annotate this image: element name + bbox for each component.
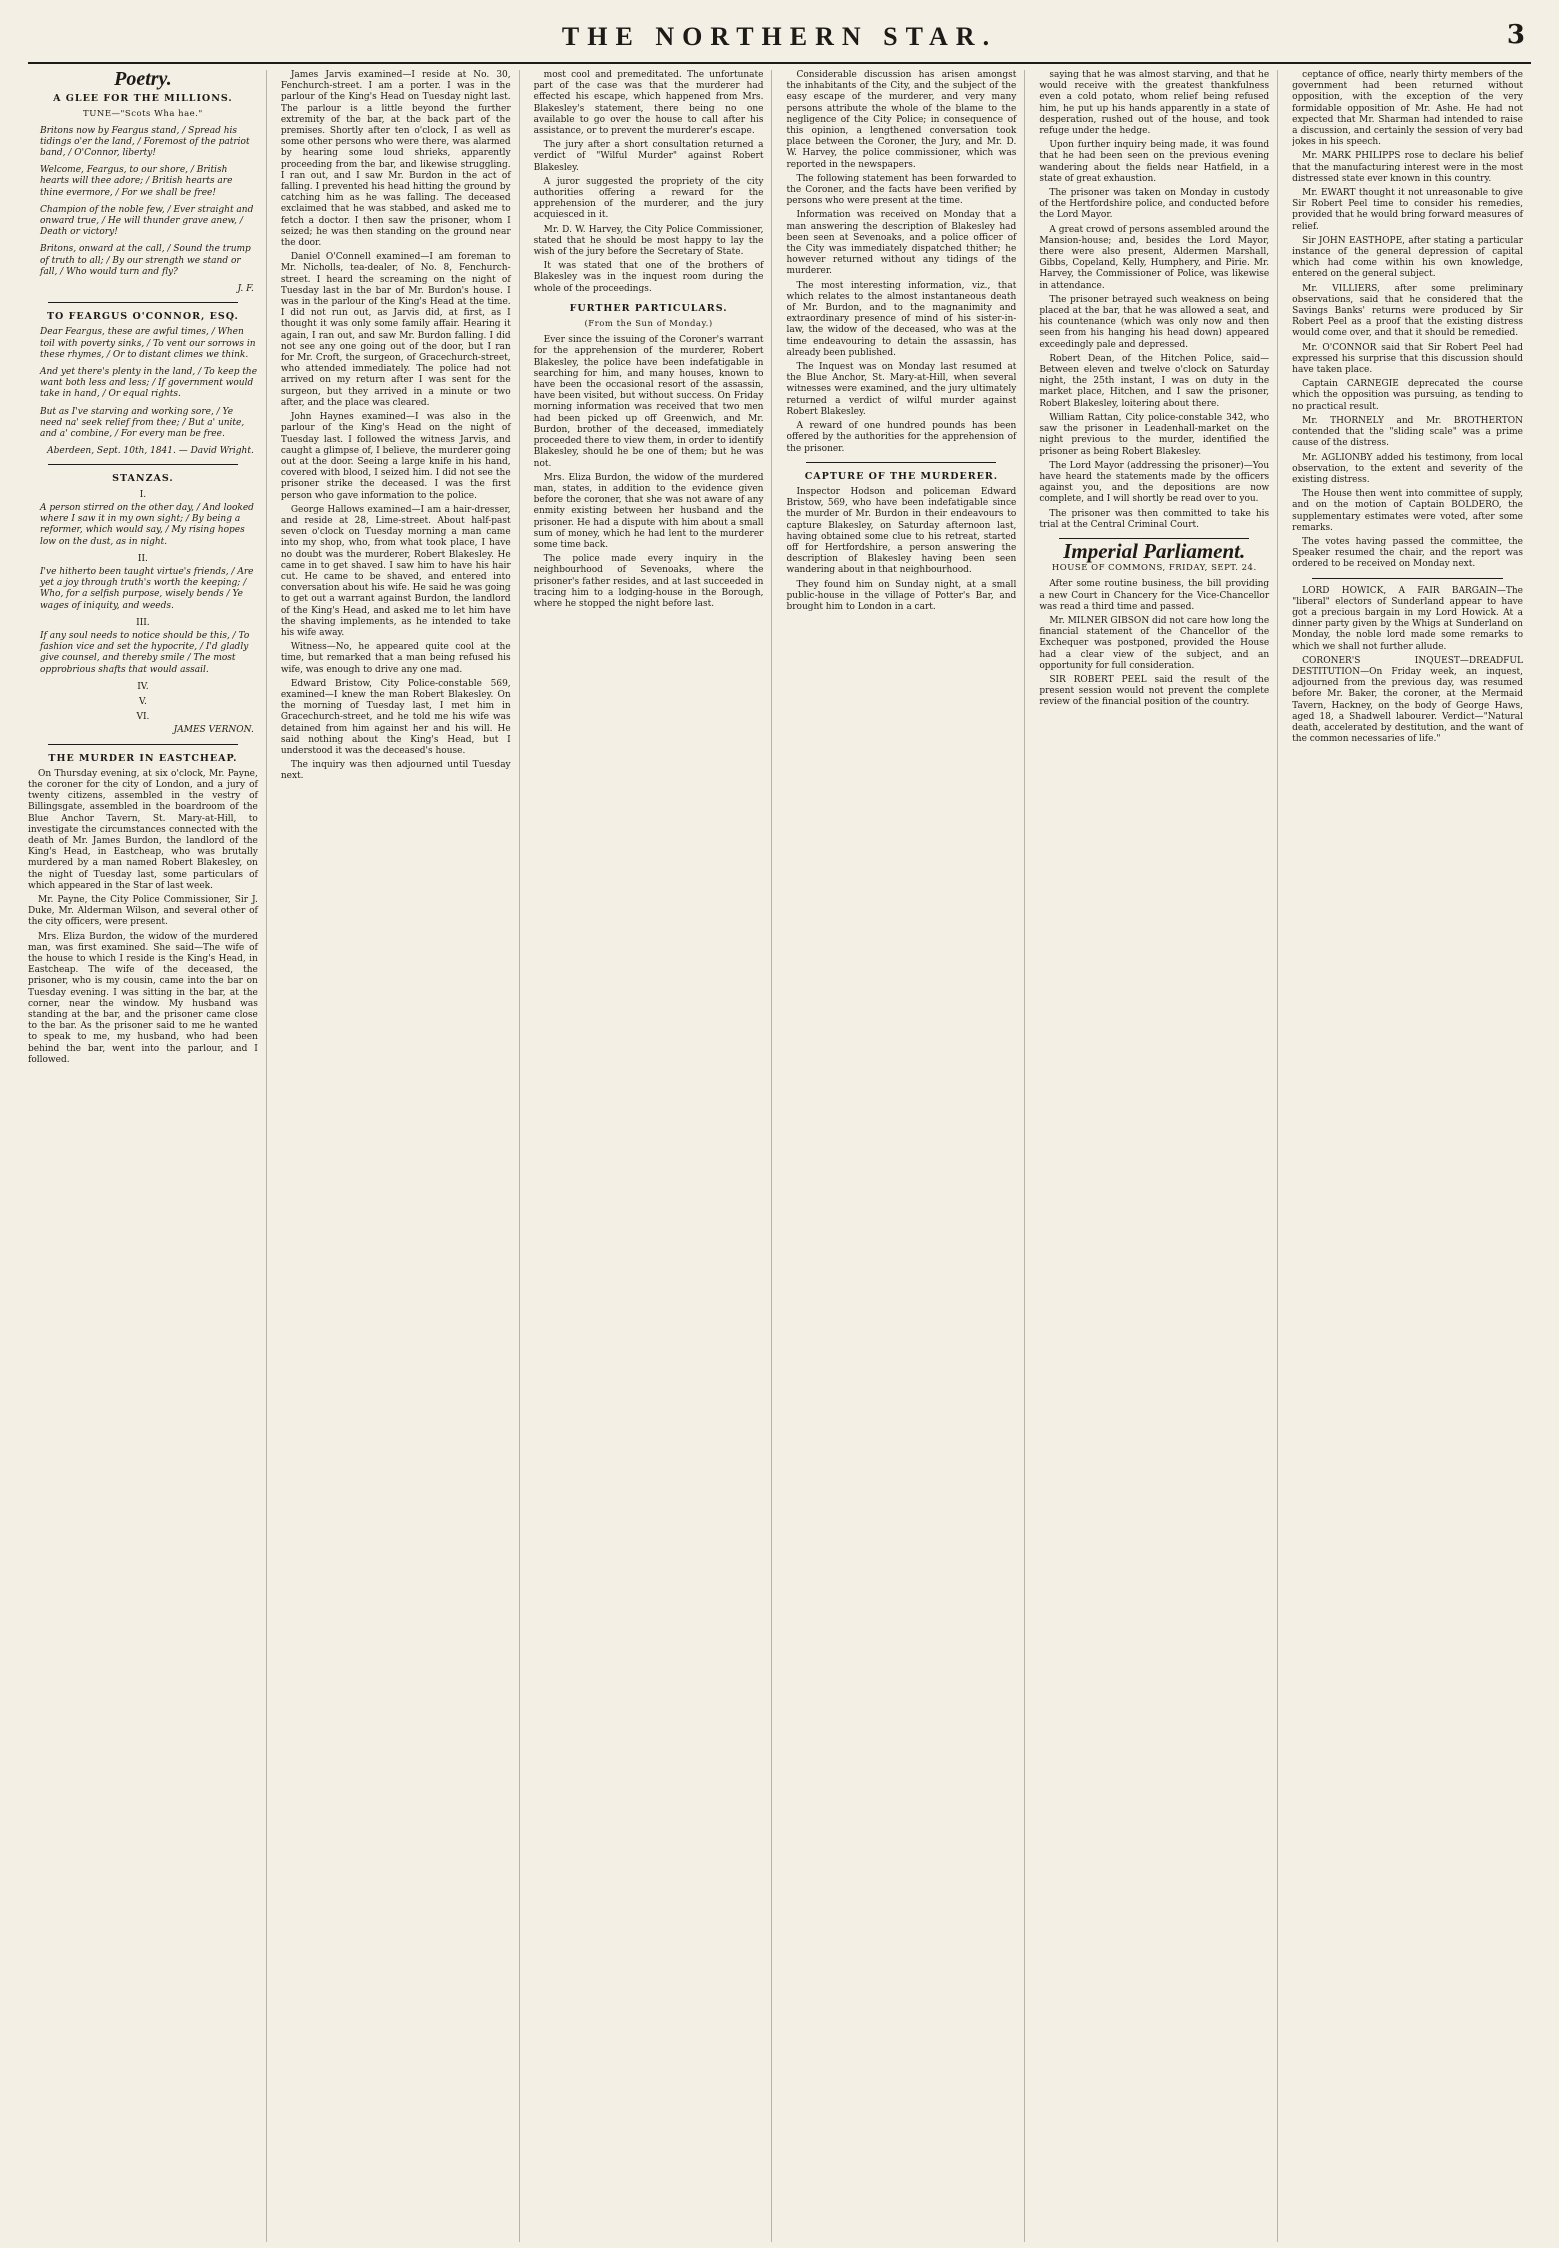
poem-signature: J. F. xyxy=(237,284,254,295)
poem-stanza: Britons, onward at the call, / Sound the trump of truth to all; / By our strength we stand or fall, / Who would turn and fly? xyxy=(40,244,251,277)
poetry-section-title: Poetry. xyxy=(114,70,172,90)
newspaper-title: THE NORTHERN STAR. xyxy=(561,22,998,51)
poem-stanza: Britons now by Feargus stand, / Spread his tidings o'er the land, / Foremost of the patriot band, / O'Connor, liberty! xyxy=(40,125,250,159)
column-3 xyxy=(534,70,773,2242)
poem-stanza: I've hitherto been taught virtue's friends, / Are yet a joy through truth's worth the keeping; / Who, for a selfish purpose, wisely bends / Ye wages of iniquity, and weeds. xyxy=(40,566,254,611)
article-paragraph: LORD HOWICK, A FAIR BARGAIN—The "liberal" electors of Sunderland appear to have got a precious bargain in my Lord Howick. At a dinner party given by the Whigs at Sunderland on Monday, the noble lord made some remarks to which we shall not further allude. xyxy=(1292,585,1523,652)
article-paragraph: It was stated that one of the brothers of Blakesley was in the inquest room during the whole of the proceedings. xyxy=(533,261,764,294)
stanza-numeral: III. xyxy=(136,617,150,628)
poem-title: STANZAS. xyxy=(112,473,174,485)
article-paragraph: On Thursday evening, at six o'clock, Mr. Payne, the coroner for the city of London, and a jury of twenty citizens, assembled in the vestry of Billingsgate, assembled in the boardroom of the Blue Anchor Tavern, St. Mary-at-Hill, to investigate the circumstances connected with the death of Mr. James Burdon, the landlord of the King's Head, in Eastcheap, who was brutally murdered by a man named Robert Blakesley, on the night of Tuesday last, some particulars of which appeared in the Star of last week. xyxy=(28,768,258,891)
article-paragraph: Mr. VILLIERS, after some preliminary observations, said that he considered that the Savings Banks' returns were produced by Sir Robert Peel as a proof that the existing distress would come over, and that it should be remedied. xyxy=(1292,283,1523,339)
section-title: Imperial Parliament. xyxy=(1063,538,1246,563)
article-paragraph: The most interesting information, viz., that which relates to the almost instantaneous death of Mr. Burdon, and to the magnanimity and extraordinary presence of mind of his sister-in-law, the widow of the deceased, who was at the time endeavouring to detain the assassin, has already been published. xyxy=(786,280,1017,358)
article-headline: THE MURDER IN EASTCHEAP. xyxy=(48,752,238,764)
article-paragraph: ceptance of office, nearly thirty members of the government had been returned without opposition, with the exception of the very formidable opposition of Mr. Ashe. He had not expected that Mr. Sharman had intended to raise a discussion, and certainly the session of very bad jokes in his speech. xyxy=(1292,70,1523,148)
article-paragraph: most cool and premeditated. The unfortunate part of the case was that the murderer had effected his escape, which happened from Mrs. Blakesley's statement, there being no one available to go over the house to call after his assistance, or to prevent the murderer's escape. xyxy=(533,70,764,137)
article-paragraph: Edward Bristow, City Police-constable 569, examined—I knew the man Robert Blakesley. On the morning of Tuesday last, I met him in Gracechurch-street, and he told me his wife was detained from him against her and his will. He said nothing about the King's Head, but I understood it was the deceased's house. xyxy=(280,678,511,756)
article-paragraph: A juror suggested the propriety of the city authorities offering a reward for the apprehension of the murderer, and the jury acquiesced in it. xyxy=(533,176,764,221)
poem-body xyxy=(28,126,258,278)
poem-body xyxy=(28,490,258,724)
article-paragraph: Sir JOHN EASTHOPE, after stating a particular instance of the general depression of capital which had come within his own knowledge, entered on the general subject. xyxy=(1292,235,1523,280)
article-paragraph: The jury after a short consultation returned a verdict of "Wilful Murder" against Robert Blakesley. xyxy=(533,140,764,173)
column-2 xyxy=(281,70,520,2242)
article-paragraph: Robert Dean, of the Hitchen Police, said—Between eleven and twelve o'clock on Saturday night, the 25th instant, I was on duty in the market place, Hitchen, and I saw the prisoner, Robert Blakesley, loitering about there. xyxy=(1039,353,1270,409)
article-paragraph: The House then went into committee of supply, and on the motion of Captain BOLDERO, the supplementary estimates were voted, after some remarks. xyxy=(1292,489,1523,533)
article-paragraph: The police made every inquiry in the neighbourhood of Sevenoaks, where the prisoner's father resides, and at last succeeded in tracing him to a lodging-house in the Borough, where he stopped the night before last. xyxy=(533,554,764,609)
article-paragraph: Mr. EWART thought it not unreasonable to give Sir Robert Peel time to consider his remedies, provided that he would bring forward measures of relief. xyxy=(1292,188,1523,232)
article-paragraph: John Haynes examined—I was also in the parlour of the King's Head on the night of Tuesday last. I followed the witness Jarvis, and caught a glimpse of, I believe, the murderer going out at the door. Seeing a large knife in his hand, covered with blood, I seized him. I did not see the prisoner strike the deceased. I was the first person who gave information to the police. xyxy=(280,412,511,501)
article-paragraph: They found him on Sunday night, at a small public-house in the village of Potter's Bar, and brought him to London in a cart. xyxy=(786,579,1017,612)
poem-stanza: Welcome, Feargus, to our shore, / British hearts will thee adore; / British hearts are thine evermore, / For we shall be free! xyxy=(40,165,233,198)
article-paragraph: Mr. MARK PHILIPPS rose to declare his belief that the manufacturing interest were in the most distressed state ever known in this country. xyxy=(1292,151,1523,184)
article-paragraph: SIR ROBERT PEEL said the result of the present session would not prevent the complete review of the financial position of the country. xyxy=(1039,674,1270,708)
article-paragraph: The following statement has been forwarded to the Coroner, and the facts have been verified by persons who were present at the time. xyxy=(786,173,1017,207)
article-paragraph: George Hallows examined—I am a hair-dresser, and reside at 28, Lime-street. About half-past seven o'clock on Tuesday morning a man came into my shop, who, from what took place, I have no doubt was the murderer, Robert Blakesley. He came in to get shaved. I saw him to have his hair cut. He came to be shaved, and entered into conversation about his wife. He said he was going to get out a warrant against Burdon, the landlord of the King's Head, and asked me to let him have the shaving implements, as he intended to take his wife away. xyxy=(280,504,511,638)
article-paragraph: The prisoner was taken on Monday in custody of the Hertfordshire police, and conducted before the Lord Mayor. xyxy=(1039,188,1270,221)
stanza-numeral: V. xyxy=(139,696,147,707)
stanza-numeral: VI. xyxy=(136,712,150,723)
columns xyxy=(28,70,1531,2242)
article-paragraph: After some routine business, the bill providing a new Court in Chancery for the Vice-Chancellor was read a third time and passed. xyxy=(1039,579,1270,612)
article-paragraph: The prisoner was then committed to take his trial at the Central Criminal Court. xyxy=(1039,508,1270,530)
article-paragraph: The prisoner betrayed such weakness on being placed at the bar, that he was allowed a seat, and his countenance (which was only now and then seen from his hanging his head down) appeared exceedingly pale and depressed. xyxy=(1039,294,1270,350)
article-paragraph: The Inquest was on Monday last resumed at the Blue Anchor, St. Mary-at-Hill, when several witnesses were examined, and the jury ultimately returned a verdict of wilful murder against Robert Blakesley. xyxy=(786,362,1017,417)
article-paragraph: saying that he was almost starving, and that he would receive with the greatest thankfulness even a cold potato, whom relief being refused him, he put up his hands apparently in a state of desperation, rushed out of the house, and took refuge under the hedge. xyxy=(1039,70,1270,137)
article-paragraph: CORONER'S INQUEST—DREADFUL DESTITUTION—On Friday week, an inquest, adjourned from the previous day, was resumed before Mr. Baker, the coroner, at the Mermaid Tavern, Hackney, on the body of George Haws, aged 18, a Shadwell labourer. Verdict—"Natural death, accelerated by destitution, and the want of the common necessaries of life." xyxy=(1292,655,1523,745)
article-source: (From the Sun of Monday.) xyxy=(584,319,713,330)
divider xyxy=(1312,578,1503,579)
article-paragraph: The votes having passed the committee, the Speaker resumed the chair, and the report was ordered to be received on Monday next. xyxy=(1292,536,1523,570)
stanza-numeral: IV. xyxy=(137,681,149,692)
article-paragraph: The inquiry was then adjourned until Tuesday next. xyxy=(280,760,511,782)
article-paragraph: Mr. AGLIONBY added his testimony, from local observation, to the extent and severity of the existing distress. xyxy=(1292,452,1523,485)
column-6 xyxy=(1292,70,1531,2242)
divider xyxy=(48,464,238,465)
article-paragraph: Mr. THORNELY and Mr. BROTHERTON contended that the "sliding scale" was a prime cause of the distress. xyxy=(1292,415,1523,449)
article-paragraph: Information was received on Monday that a man answering the description of Blakesley had been seen at Sevenoaks, and a police officer of the City was immediately dispatched thither; he however returned without any tidings of the murderer. xyxy=(786,210,1017,277)
column-4 xyxy=(786,70,1025,2242)
article-paragraph: Mr. Payne, the City Police Commissioner, Sir J. Duke, Mr. Alderman Wilson, and several other of the city officers, were present. xyxy=(28,894,258,928)
poem-stanza: And yet there's plenty in the land, / To keep the want both less and less; / If government would take in hand, / Or equal rights. xyxy=(40,367,258,400)
article-paragraph: Mr. MILNER GIBSON did not care how long the financial statement of the Chancellor of the Exchequer was postponed, provided the House had a clear view of the subject, and an opportunity for full consideration. xyxy=(1039,615,1270,671)
article-paragraph: A great crowd of persons assembled around the Mansion-house; and, besides the Lord Mayor, there were also present, Aldermen Marshall, Gibbs, Copeland, Kelly, Humphery, and Pirie. Mr. Harvey, the Commissioner of Police, was likewise in attendance. xyxy=(1039,224,1270,291)
divider xyxy=(48,302,238,303)
article-paragraph: Ever since the issuing of the Coroner's warrant for the apprehension of the murderer, Robert Blakesley, the police have been indefatigable in searching for him, and many houses, known to have been the occasional resort of the assassin, have been visited, but without success. On Friday morning information was received that two men had been picked up off Greenwich, and Mr. Burdon, brother of the deceased, immediately proceeded there to view them, in order to identify Blakesley, should he be one of them; but he was not. xyxy=(533,335,764,469)
article-paragraph: Mr. D. W. Harvey, the City Police Commissioner, stated that he should be most happy to lay the wish of the jury before the Secretary of State. xyxy=(533,224,764,258)
article-paragraph: Considerable discussion has arisen amongst the inhabitants of the City, and the subject of the easy escape of the murderer, and very many persons attribute the whole of the blame to the negligence of the City Police; in consequence of this opinion, a lengthened conversation took place between the Coroner, the Jury, and Mr. D. W. Harvey, the police commissioner, which was reported in the newspapers. xyxy=(786,70,1017,170)
poem-signature: Aberdeen, Sept. 10th, 1841. — David Wright. xyxy=(47,446,254,457)
article-paragraph: Upon further inquiry being made, it was found that he had been seen on the previous evening wandering about the fields near Hatfield, in a state of great exhaustion. xyxy=(1039,140,1270,184)
poem-stanza: If any soul needs to notice should be this, / To fashion vice and set the hypocrite, / I'd gladly give counsel, and thereby smile / The most opprobrious shafts that would assail. xyxy=(40,630,250,675)
divider xyxy=(806,462,996,463)
poem-tune: TUNE—"Scots Wha hae." xyxy=(83,109,203,120)
article-paragraph: The Lord Mayor (addressing the prisoner)—You have heard the statements made by the officers against you, and the depositions are now complete, and I will shortly be read over to you. xyxy=(1039,460,1270,505)
poem-signature: JAMES VERNON. xyxy=(173,725,254,736)
poem-title: TO FEARGUS O'CONNOR, ESQ. xyxy=(46,311,239,323)
column-5 xyxy=(1039,70,1278,2242)
poem-stanza: But as I've starving and working sore, / Ye need na' seek relief from thee; / But a' unite, and a' combine, / For every man be free. xyxy=(40,406,245,440)
poem-stanza: Dear Feargus, these are awful times, / When toil with poverty sinks, / To vent our sorrows in these rhymes, / Or to distant climes we think. xyxy=(40,327,256,360)
poem-stanza: Champion of the noble few, / Ever straight and onward true, / He will thunder grave anew, / Death or victory! xyxy=(40,204,254,238)
article-paragraph: Inspector Hodson and policeman Edward Bristow, 569, who have been indefatigable since the murder of Mr. Burdon in their endeavours to capture Blakesley, on Saturday afternoon last, having obtained some clue to his retreat, started off for Hertfordshire, a person answering the description of Blakesley having been seen wandering about in that neighbourhood. xyxy=(786,486,1017,576)
masthead xyxy=(28,10,1531,64)
article-paragraph: Mrs. Eliza Burdon, the widow of the murdered man, states, in addition to the evidence given before the coroner, that she was not aware of any enmity existing between her husband and the prisoner. He had a dispute with him about a small sum of money, which he had lent to the murderer some time back. xyxy=(533,472,764,550)
article-headline: CAPTURE OF THE MURDERER. xyxy=(804,470,999,482)
stanza-numeral: II. xyxy=(137,553,148,564)
section-subtitle: HOUSE OF COMMONS, FRIDAY, SEPT. 24. xyxy=(1051,563,1257,574)
column-1 xyxy=(28,70,267,2242)
article-paragraph: Captain CARNEGIE deprecated the course which the opposition was pursuing, as tending to no practical result. xyxy=(1292,379,1523,412)
article-headline: FURTHER PARTICULARS. xyxy=(569,302,728,314)
article-paragraph: William Rattan, City police-constable 342, who saw the prisoner in Leadenhall-market on the night previous to the murder, identified the prisoner as being Robert Blakesley. xyxy=(1039,412,1270,457)
stanza-numeral: I. xyxy=(139,489,147,500)
poem-stanza: A person stirred on the other day, / And looked where I saw it in my own sight; / By being a reformer, which would say, / My rising hopes low on the dust, as in night. xyxy=(40,502,254,547)
article-paragraph: Mr. O'CONNOR said that Sir Robert Peel had expressed his surprise that this discussion should have taken place. xyxy=(1292,342,1523,376)
divider xyxy=(48,744,238,745)
article-paragraph: Witness—No, he appeared quite cool at the time, but remarked that a man being refused his wife, was enough to drive any one mad. xyxy=(280,642,511,675)
poem-title: A GLEE FOR THE MILLIONS. xyxy=(53,93,233,105)
article-paragraph: A reward of one hundred pounds has been offered by the authorities for the apprehension of the prisoner. xyxy=(786,421,1017,454)
page-number: 3 xyxy=(1506,20,1525,50)
article-paragraph: Daniel O'Connell examined—I am foreman to Mr. Nicholls, tea-dealer, of No. 8, Fenchurch-street. I heard the screaming on the night of Tuesday last in the bar of Mr. Burdon's house. I was in the parlour of the King's Head at the time. I did not run out, as Jarvis did, at first, as I thought it was only some family affair. Hearing it again, I ran out, and saw Mr. Burdon falling. I did not see any one going out of the door, but I ran for Mr. Croft, the surgeon, of Gracechurch-street, who attended immediately. The police had not arrived on my return after I was sent for the surgeon, but they arrived in a minute or two after, and the place was cleared. xyxy=(280,252,511,408)
poem-body xyxy=(28,327,258,440)
article-paragraph: James Jarvis examined—I reside at No. 30, Fenchurch-street. I am a porter. I was in the parlour of the King's Head on Tuesday night last. The parlour is a little beyond the further extremity of the bar, at the back part of the premises. Shortly after ten o'clock, I as well as some other persons who were there, was alarmed by hearing some loud shrieks, apparently proceeding from the bar, and likewise struggling. I ran out, and I saw Mr. Burdon in the act of falling. I prevented his head hitting the ground by catching him as he was falling. The deceased exclaimed that he was stabbed, and asked me to fetch a doctor. I then saw the prisoner, whom I seized; he was then standing on the ground near the door. xyxy=(280,70,511,249)
article-paragraph: Mrs. Eliza Burdon, the widow of the murdered man, was first examined. She said—The wife of the house to which I reside is the King's Head, in Eastcheap. The wife of the deceased, the prisoner, who is my cousin, came into the bar on Tuesday evening. I was sitting in the bar, at the corner, near the window. My husband was standing at the bar, and the prisoner came close to the bar. As the prisoner said to me he wanted to speak to me, my husband, who had been behind the bar, went into the parlour, and I followed. xyxy=(28,931,258,1065)
